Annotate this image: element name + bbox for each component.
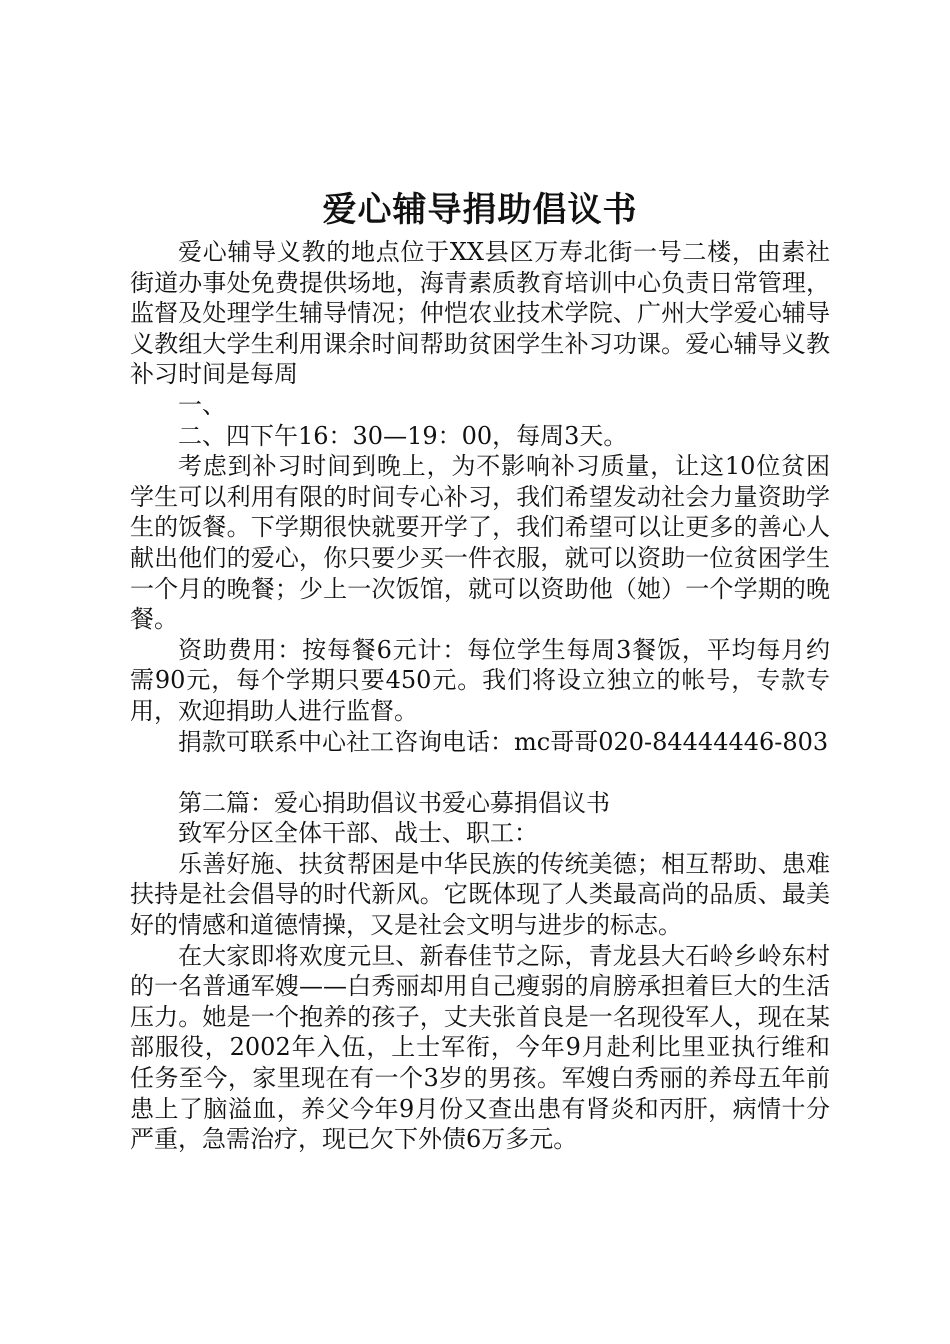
document-page [130,185,830,1155]
paragraph-appeal: 考虑到补习时间到晚上，为不影响补习质量，让这10位贫困学生可以利用有限的时间专心补习，我们希望发动社会力量资助学生的饭餐。下学期很快就要开学了，我们希望可以让更多的善心人献出他们的爱心，你只要少买一件衣服，就可以资助一位贫困学生一个月的晚餐；少上一次饭馆，就可以资助他（她）一个学期的晚餐。 [130,452,830,634]
paragraph-cost: 资助费用：按每餐6元计：每位学生每周3餐饭，平均每月约需90元，每个学期只要450元。我们将设立独立的帐号，专款专用，欢迎捐助人进行监督。 [130,635,830,725]
blank-line [130,757,830,788]
paragraph-contact: 捐款可联系中心社工咨询电话：mc哥哥020-84444446-803 [178,727,829,756]
salutation: 致军分区全体干部、战士、职工： [178,819,538,848]
paragraph-schedule-1: 一、 [178,390,226,419]
document-title: 爱心辅导捐助倡议书 [322,190,638,230]
section-two-heading: 第二篇：爱心捐助倡议书爱心募捐倡议书 [178,788,610,817]
paragraph-intro: 爱心辅导义教的地点位于XX县区万寿北街一号二楼，由素社街道办事处免费提供场地，海青素质教育培训中心负责日常管理，监督及处理学生辅导情况；仲恺农业技术学院、广州大学爱心辅导义教组大学生利用课余时间帮助贫困学生补习功课。爱心辅导义教补习时间是每周 [130,238,830,389]
paragraph-story: 在大家即将欢度元旦、新春佳节之际，青龙县大石岭乡岭东村的一名普通军嫂——白秀丽却用自己瘦弱的肩膀承担着巨大的生活压力。她是一个抱养的孩子，丈夫张首良是一名现役军人，现在某部服役，2002年入伍，上士军衔，今年9月赴利比里亚执行维和任务至今，家里现在有一个3岁的男孩。军嫂白秀丽的养母五年前患上了脑溢血，养父今年9月份又查出患有肾炎和丙肝，病情十分严重，急需治疗，现已欠下外债6万多元。 [130,941,830,1154]
paragraph-virtue: 乐善好施、扶贫帮困是中华民族的传统美德；相互帮助、患难扶持是社会倡导的时代新风。它既体现了人类最高尚的品质、最美好的情感和道德情操，又是社会文明与进步的标志。 [130,849,830,940]
paragraph-schedule-2: 二、四下午16：30—19：00，每周3天。 [178,421,628,450]
